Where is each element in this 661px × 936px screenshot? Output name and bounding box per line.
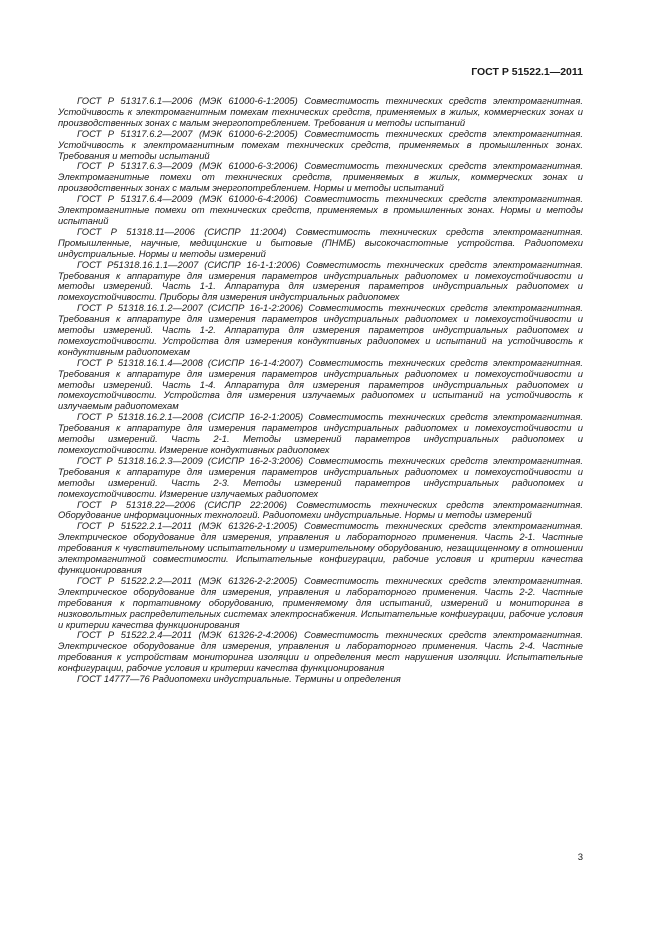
reference-item: ГОСТ Р 51318.16.2.3—2009 (СИСПР 16-2-3:2006) Совместимость технических средств электромагнитная. Требования к аппаратуре для измерения параметров индустриальных радиопомех и помехоустойчивости и методы измерений. Часть 2-3. Методы измерений параметров индустриальных радиопомех и помехоустойчивости. Измерение излучаемых радиопомех xyxy=(58,454,583,499)
document-header: ГОСТ Р 51522.1—2011 xyxy=(471,66,583,78)
reference-item: ГОСТ Р 51318.16.1.4—2008 (СИСПР 16-1-4:2007) Совместимость технических средств электромагнитная. Требования к аппаратуре для измерения параметров индустриальных радиопомех и помехоустойчивости и методы измерений. Часть 1-4. Аппаратура для измерения параметров индустриальных радиопомех и помехоустойчивости. Устройства для измерения излучаемых радиопомех и испытаний на устойчивость к излучаемым радиопомехам xyxy=(58,356,583,412)
reference-item: ГОСТ Р 51317.6.2—2007 (МЭК 61000-6-2:2005) Совместимость технических средств электромагнитная. Устойчивость к электромагнитным помехам технических средств, применяемых в промышленных зонах. Требования и методы испытаний xyxy=(58,127,583,161)
reference-item: ГОСТ Р 51318.16.1.2—2007 (СИСПР 16-1-2:2006) Совместимость технических средств электромагнитная. Требования к аппаратуре для измерения параметров индустриальных радиопомех и помехоустойчивости и методы измерений. Часть 1-2. Аппаратура для измерения параметров индустриальных радиопомех и помехоустойчивости. Устройства для измерения кондуктивных радиопомех и испытаний на устойчивость к кондуктивным радиопомехам xyxy=(58,302,583,357)
reference-item: ГОСТ Р 51522.2.2—2011 (МЭК 61326-2-2:2005) Совместимость технических средств электромагнитная. Электрическое оборудование для измерения, управления и лабораторного применения. Часть 2-2. Частные требования к портативному оборудованию, применяемому для испытаний, измерений и мониторинга в низковольтных распределительных системах электроснабжения. Испытательные конфигурации, рабочие условия и критерии качества функционирования xyxy=(58,574,583,630)
reference-item: ГОСТ Р 51317.6.3—2009 (МЭК 61000-6-3:2006) Совместимость технических средств электромагнитная. Электромагнитные помехи от технических средств, применяемых в жилых, коммерческих зонах и производственных зонах с малым энергопотреблением. Нормы и методы испытаний xyxy=(58,160,583,194)
reference-item: ГОСТ Р 51318.16.2.1—2008 (СИСПР 16-2-1:2005) Совместимость технических средств электромагнитная. Требования к аппаратуре для измерения параметров индустриальных радиопомех и помехоустойчивости и методы измерений. Часть 2-1. Методы измерений параметров индустриальных радиопомех и помехоустойчивости. Измерение кондуктивных радиопомех xyxy=(58,411,583,455)
reference-item: ГОСТ Р 51318.22—2006 (СИСПР 22:2006) Совместимость технических средств электромагнитная. Оборудование информационных технологий. Радиопомехи индустриальные. Нормы и методы измерений xyxy=(58,498,583,521)
reference-item: ГОСТ Р 51522.2.4—2011 (МЭК 61326-2-4:2006) Совместимость технических средств электромагнитная. Электрическое оборудование для измерения, управления и лабораторного применения. Часть 2-4. Частные требования к устройствам мониторинга изоляции и определения мест нарушения изоляции. Испытательные конфигурации, рабочие условия и критерии качества функционирования xyxy=(58,629,583,674)
reference-item: ГОСТ Р 51522.2.1—2011 (МЭК 61326-2-1:2005) Совместимость технических средств электромагнитная. Электрическое оборудование для измерения, управления и лабораторного применения. Часть 2-1. Частные требования к чувствительному испытательному и измерительному оборудованию, незащищенному в отношении электромагнитной совместимости. Испытательные конфигурации, рабочие условия и критерии качества функционирования xyxy=(58,520,583,575)
reference-item: ГОСТ 14777—76 Радиопомехи индустриальные. Термины и определения xyxy=(77,673,401,685)
reference-item: ГОСТ Р 51318.11—2006 (СИСПР 11:2004) Совместимость технических средств электромагнитная. Промышленные, научные, медицинские и бытовые (ПНМБ) высокочастотные устройства. Радиопомехи индустриальные. Нормы и методы измерений xyxy=(58,225,583,259)
reference-item: ГОСТ Р51318.16.1.1—2007 (СИСПР 16-1-1:2006) Совместимость технических средств электромагнитная. Требования к аппаратуре для измерения параметров индустриальных радиопомех и помехоустойчивости и методы измерений. Часть 1-1. Аппаратура для измерения параметров индустриальных радиопомех и помехоустойчивости. Приборы для измерения индустриальных радиопомех xyxy=(58,258,583,303)
page-number: 3 xyxy=(577,852,583,863)
reference-item: ГОСТ Р 51317.6.4—2009 (МЭК 61000-6-4:2006) Совместимость технических средств электромагнитная. Электромагнитные помехи от технических средств, применяемых в промышленных зонах. Нормы и методы испытаний xyxy=(58,193,583,226)
normative-references-list xyxy=(58,96,583,685)
reference-item: ГОСТ Р 51317.6.1—2006 (МЭК 61000-6-1:2005) Совместимость технических средств электромагнитная. Устойчивость к электромагнитным помехам технических средств, применяемых в жилых, коммерческих зонах и производственных зонах с малым энергопотреблением. Требования и методы испытаний xyxy=(58,95,583,128)
